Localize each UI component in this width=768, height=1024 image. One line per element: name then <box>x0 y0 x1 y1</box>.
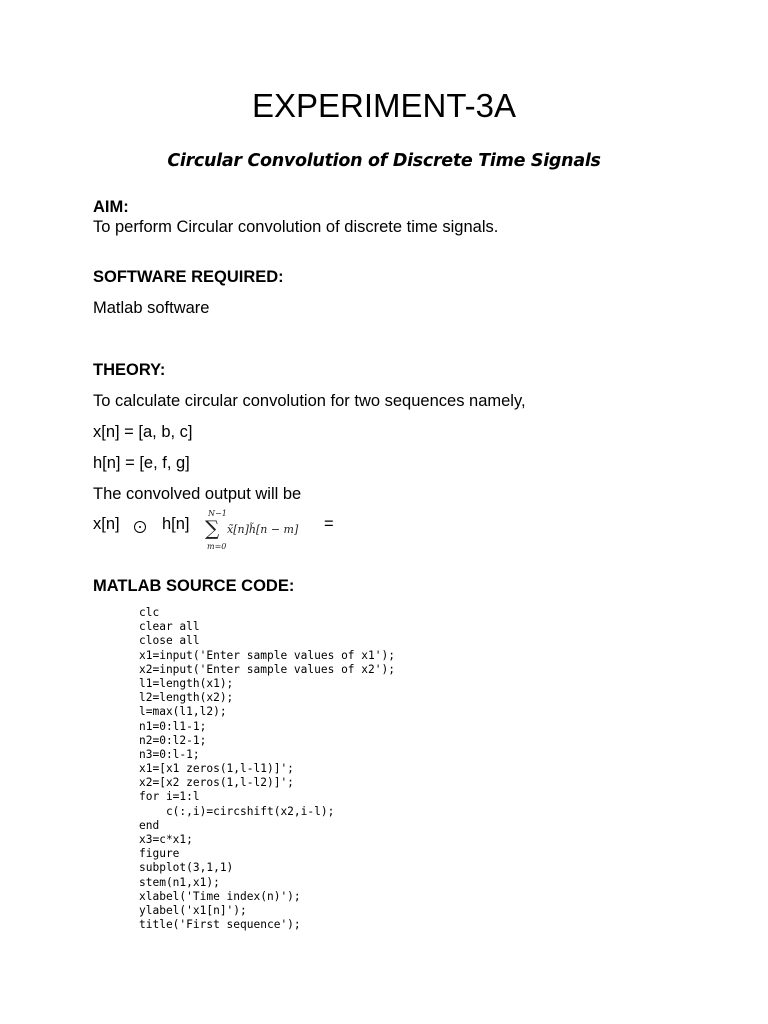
code-line: stem(n1,x1); <box>139 875 220 889</box>
aim-heading: AIM: <box>93 198 129 216</box>
code-line: x3=c*x1; <box>139 833 193 846</box>
theory-line: The convolved output will be <box>93 485 302 503</box>
circular-convolution-icon <box>134 521 146 533</box>
code-line: c(:,i)=circshift(x2,i-l); <box>139 804 335 818</box>
matlab-code-block <box>139 606 395 932</box>
page-title: EXPERIMENT-3A <box>251 87 517 124</box>
theory-heading: THEORY: <box>93 361 166 379</box>
code-line: clc <box>139 606 160 619</box>
summand: x̃[n]h̃[n − m] <box>227 523 299 536</box>
equation-x-term: x[n] <box>93 515 120 533</box>
sigma-icon: ∑ <box>205 516 220 540</box>
code-line: xlabel('Time index(n)'); <box>139 889 301 903</box>
code-heading: MATLAB SOURCE CODE: <box>93 577 295 595</box>
code-line: x1=input('Enter sample values of x1'); <box>139 648 395 662</box>
aim-text: To perform Circular convolution of discrete time signals. <box>93 218 499 236</box>
sum-upper-limit: N−1 <box>208 509 227 518</box>
sum-lower-limit: m=0 <box>207 542 227 551</box>
theory-line: To calculate circular convolution for two sequences namely, <box>93 392 526 410</box>
code-line: n3=0:l-1; <box>139 747 200 761</box>
code-line: ylabel('x1[n]'); <box>139 903 247 917</box>
page-subtitle: Circular Convolution of Discrete Time Signals <box>167 151 601 171</box>
theory-line: h[n] = [e, f, g] <box>93 454 190 472</box>
equation-h-term: h[n] <box>162 515 190 533</box>
equation-equals: = <box>324 515 334 533</box>
code-line: close all <box>139 634 200 648</box>
code-line: x2=input('Enter sample values of x2'); <box>139 662 395 676</box>
theory-line: x[n] = [a, b, c] <box>93 423 193 441</box>
software-text: Matlab software <box>93 299 210 317</box>
code-line: for i=1:l <box>139 790 200 804</box>
code-line: l2=length(x2); <box>139 691 234 705</box>
code-line: x1=[x1 zeros(1,l-l1)]'; <box>139 762 294 776</box>
software-heading: SOFTWARE REQUIRED: <box>93 268 284 286</box>
code-line: x2=[x2 zeros(1,l-l2)]'; <box>139 776 294 790</box>
code-line: clear all <box>139 620 200 634</box>
code-line: l1=length(x1); <box>139 676 234 690</box>
code-line: l=max(l1,l2); <box>139 705 227 719</box>
code-line: title('First sequence'); <box>139 918 301 932</box>
code-line: figure <box>139 847 180 861</box>
code-line: n1=0:l1-1; <box>139 719 207 733</box>
code-line: n2=0:l2-1; <box>139 733 207 747</box>
code-line: end <box>139 818 160 832</box>
code-line: subplot(3,1,1) <box>139 861 234 875</box>
